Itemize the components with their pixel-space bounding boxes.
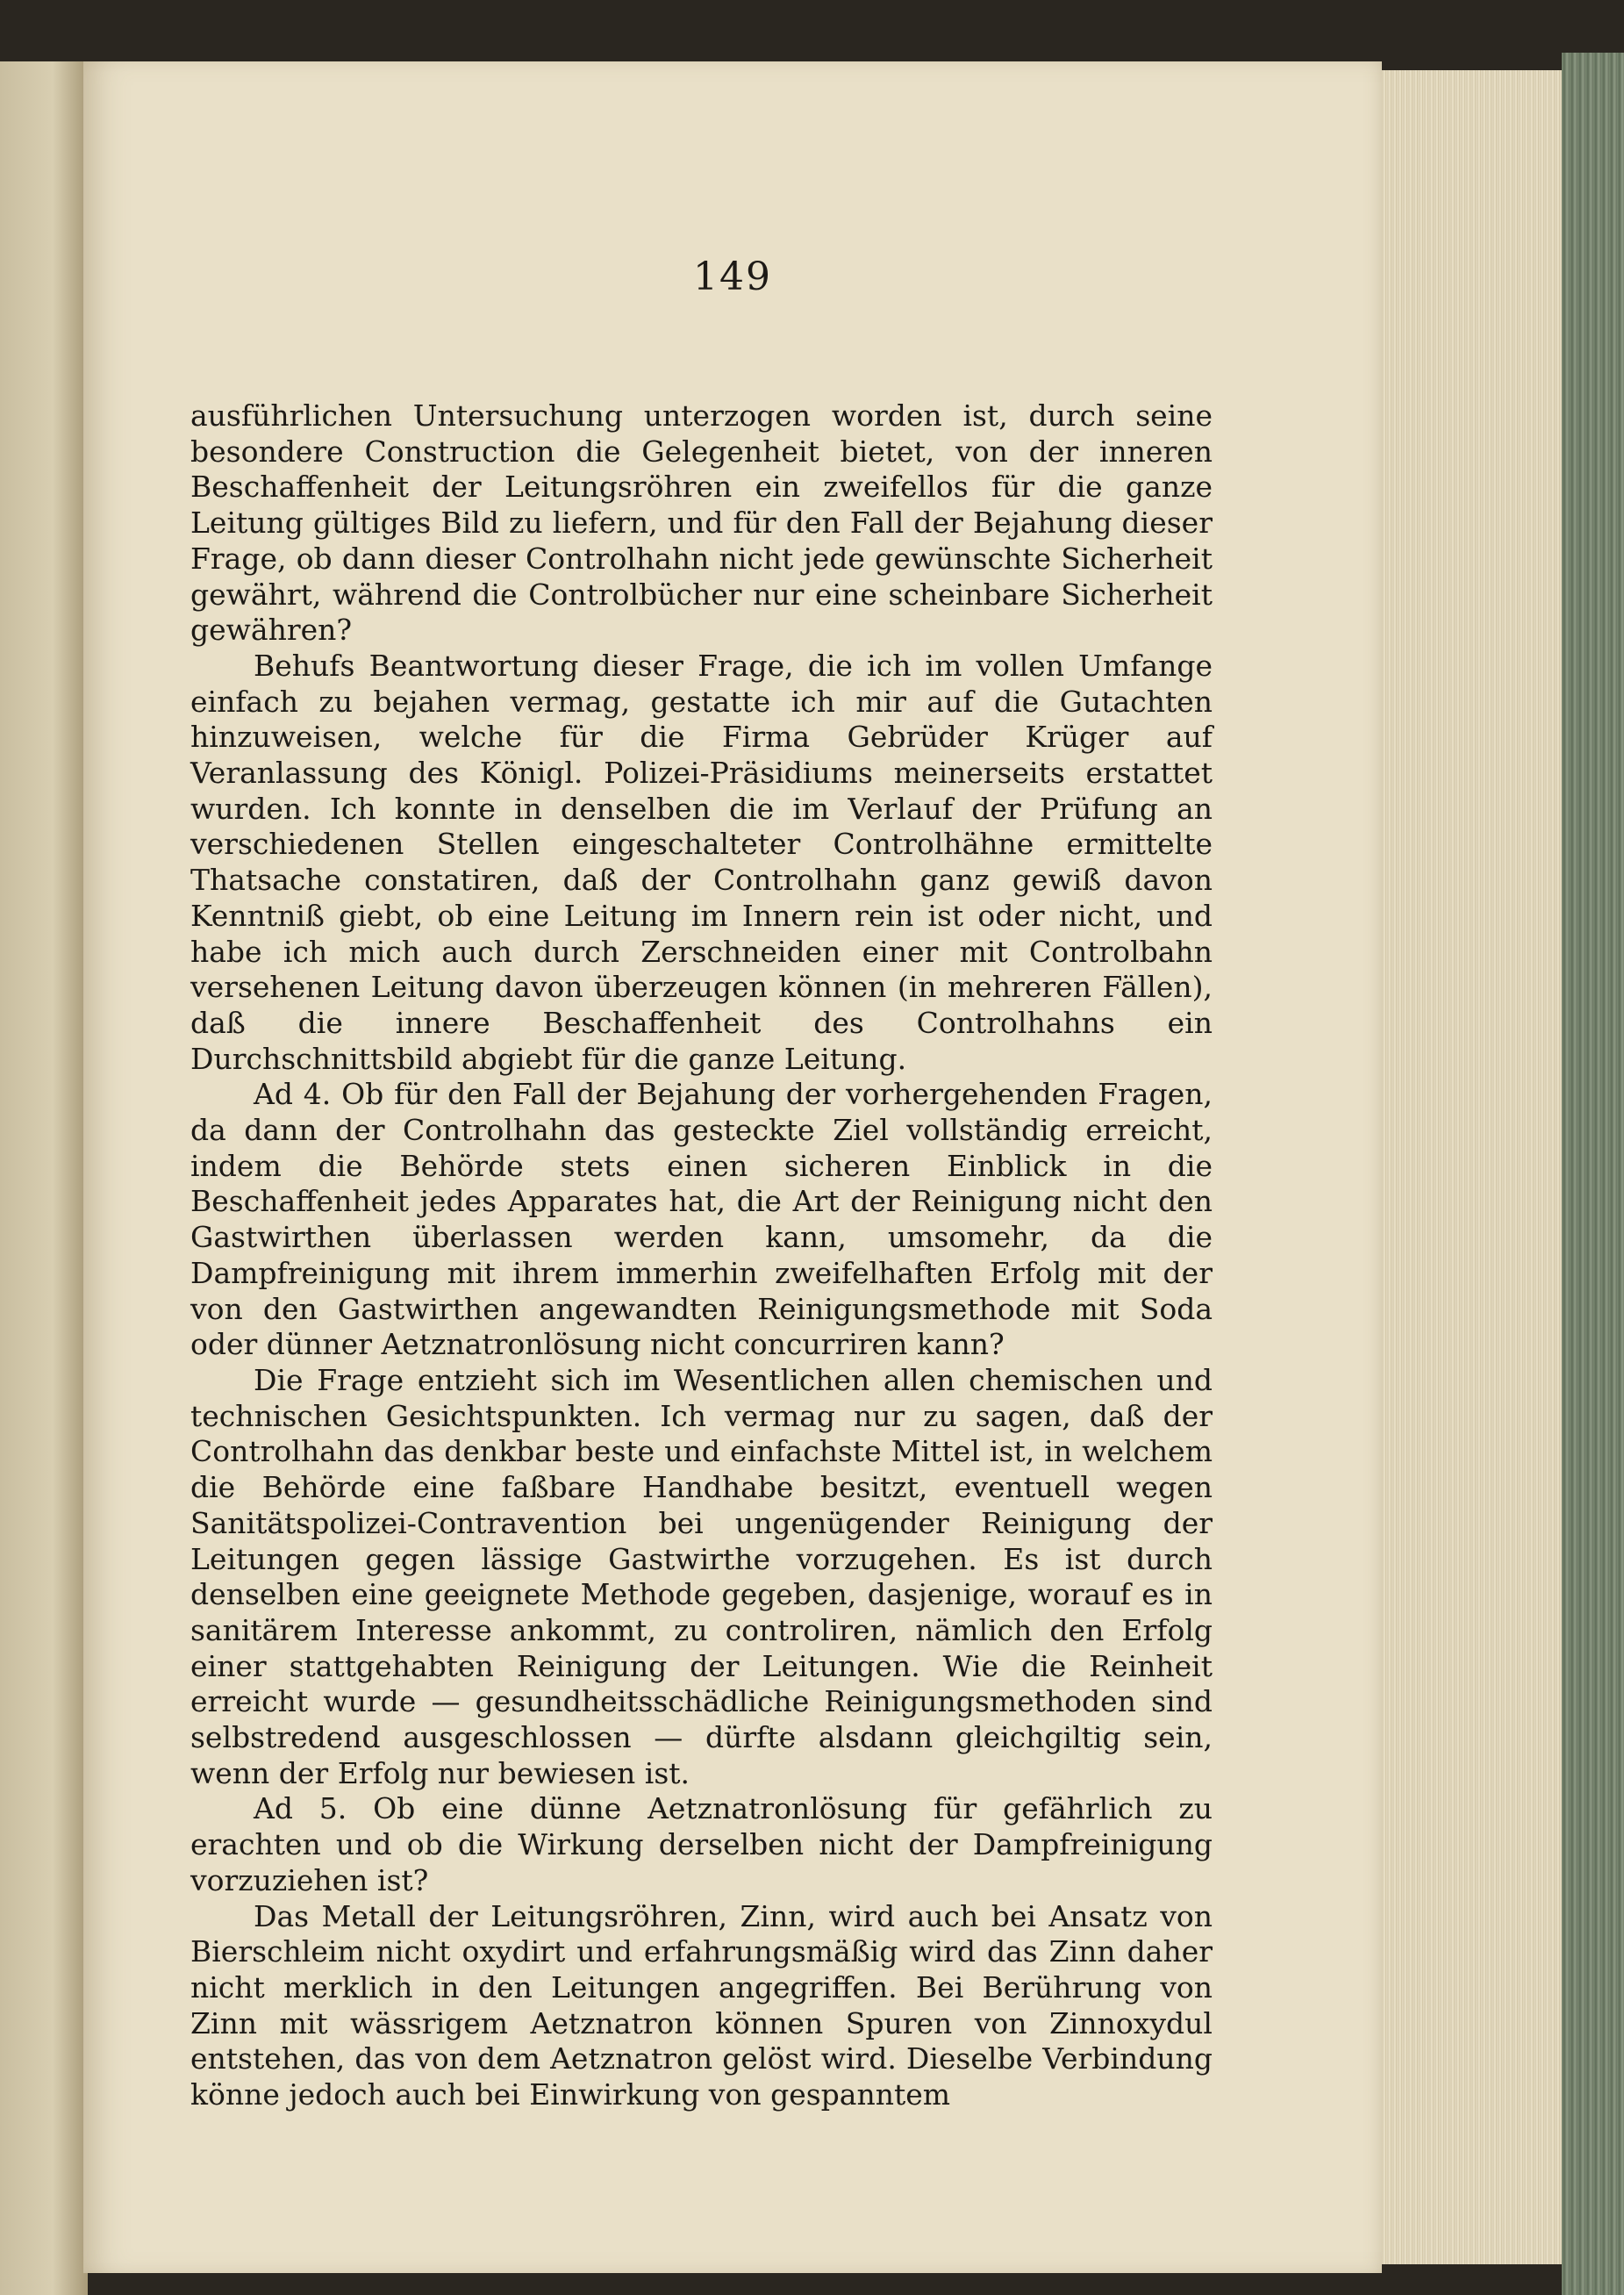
facing-page-edge: [0, 61, 88, 2295]
paragraph: Behufs Beantwortung dieser Frage, die ich im vollen Umfange einfach zu bejahen vermag, gestatte ich mir auf die Gutachten hinzuweisen, welche für die Firma Gebrüder Krüger auf Veranlassung des Königl. Polizei-Präsidiums meinerseits erstattet wurden. Ich konnte in denselben die im Verlauf der Prüfung an verschiedenen Stellen eingeschalteter Controlhähne ermittelte Thatsache constatiren, daß der Controlhahn ganz gewiß davon Kenntniß giebt, ob eine Leitung im Innern rein ist oder nicht, und habe ich mich auch durch Zerschneiden einer mit Controlbahn versehenen Leitung davon überzeugen können (in mehreren Fällen), daß die innere Beschaffenheit des Controlhahns ein Durchschnittsbild abgiebt für die ganze Leitung.: [190, 648, 1213, 1076]
paragraph: ausführlichen Untersuchung unterzogen worden ist, durch seine besondere Construction die Gelegenheit bietet, von der inneren Beschaffenheit der Leitungsröhren ein zweifellos für die ganze Leitung gültiges Bild zu liefern, und für den Fall der Bejahung dieser Frage, ob dann dieser Controlhahn nicht jede gewünschte Sicherheit gewährt, während die Controlbücher nur eine scheinbare Sicherheit gewähren?: [190, 398, 1213, 648]
body-text: [190, 398, 1213, 2113]
paragraph: Das Metall der Leitungsröhren, Zinn, wird auch bei Ansatz von Bierschleim nicht oxydirt und erfahrungsmäßig wird das Zinn daher nicht merklich in den Leitungen angegriffen. Bei Berührung von Zinn mit wässrigem Aetznatron können Spuren von Zinnoxydul entstehen, das von dem Aetznatron gelöst wird. Dieselbe Verbindung könne jedoch auch bei Einwirkung von gespanntem: [190, 1898, 1213, 2112]
book-cover-edge: [1562, 53, 1624, 2295]
paragraph: Die Frage entzieht sich im Wesentlichen allen chemischen und technischen Gesichtspunkten. Ich vermag nur zu sagen, daß der Controlhahn das denkbar beste und einfachste Mittel ist, in welchem die Behörde eine faßbare Handhabe besitzt, eventuell wegen Sanitätspolizei-Contravention bei ungenügender Reinigung der Leitungen gegen lässige Gastwirthe vorzugehen. Es ist durch denselben eine geeignete Methode gegeben, dasjenige, worauf es in sanitärem Interesse ankommt, zu controliren, nämlich den Erfolg einer stattgehabten Reinigung der Leitungen. Wie die Reinheit erreicht wurde — gesundheitsschädliche Reinigungsmethoden sind selbstredend ausgeschlossen — dürfte alsdann gleichgiltig sein, wenn der Erfolg nur bewiesen ist.: [190, 1362, 1213, 1790]
paragraph: Ad 5. Ob eine dünne Aetznatronlösung für gefährlich zu erachten und ob die Wirkung derselben nicht der Dampfreinigung vorzuziehen ist?: [190, 1791, 1213, 1897]
book-page: [83, 61, 1382, 2273]
page-number: 149: [693, 255, 772, 299]
page-stack-edge: [1369, 70, 1568, 2264]
paragraph: Ad 4. Ob für den Fall der Bejahung der vorhergehenden Fragen, da dann der Controlhahn das gesteckte Ziel vollständig erreicht, indem die Behörde stets einen sicheren Einblick in die Beschaffenheit jedes Apparates hat, die Art der Reinigung nicht den Gastwirthen überlassen werden kann, umsomehr, da die Dampfreinigung mit ihrem immerhin zweifelhaften Erfolg mit der von den Gastwirthen angewandten Reinigungsmethode mit Soda oder dünner Aetznatronlösung nicht concurriren kann?: [190, 1077, 1213, 1362]
